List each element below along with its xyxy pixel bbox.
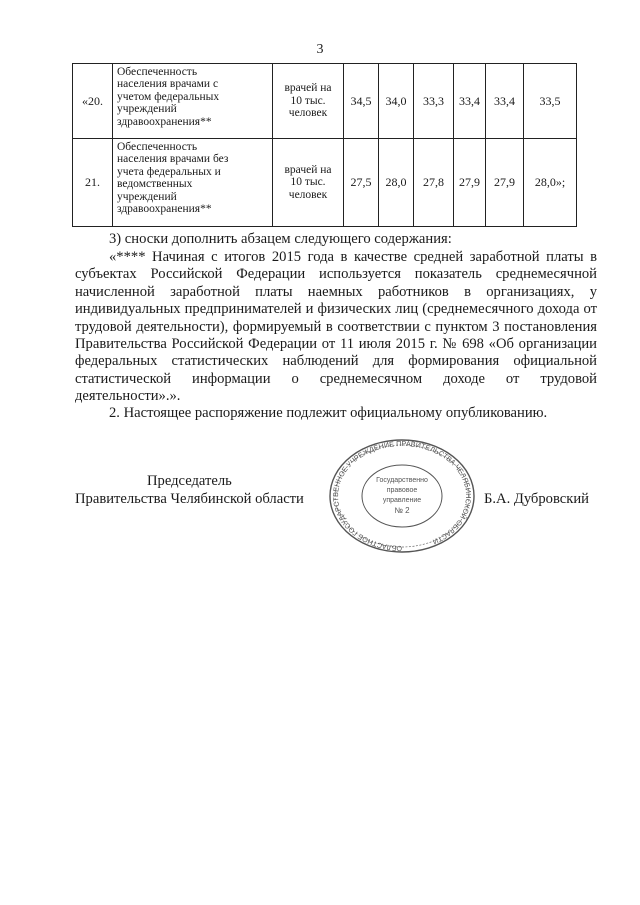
value-cell: 27,5 <box>344 139 379 227</box>
stamp-inner-line: № 2 <box>394 506 410 515</box>
indicators-table <box>72 63 577 227</box>
unit-line: 10 тыс. <box>290 176 326 189</box>
unit-line: человек <box>288 188 328 201</box>
value-cell: 33,3 <box>414 64 454 139</box>
value-cell: 34,0 <box>379 64 414 139</box>
value-cell: 28,0»; <box>524 139 577 227</box>
indicator-name-line: Обеспеченность <box>117 141 198 153</box>
indicator-name-line: населения врачами без <box>117 153 229 166</box>
indicator-name-line: учета федеральных и <box>117 165 221 178</box>
value-cell: 33,5 <box>524 64 577 139</box>
indicator-name-line: учетом федеральных <box>117 90 220 103</box>
value-cell: 34,5 <box>344 64 379 139</box>
indicator-name-line: здравоохранения** <box>117 115 212 128</box>
footnote-intro-paragraph: 3) сноски дополнить абзацем следующего содержания: <box>109 231 452 247</box>
row-number: 21. <box>73 139 113 227</box>
unit-cell <box>273 139 344 227</box>
unit-cell <box>273 64 344 139</box>
publication-paragraph: 2. Настоящее распоряжение подлежит официальному опубликованию. <box>109 405 548 421</box>
value-cell: 27,9 <box>486 139 524 227</box>
signature-name: Б.А. Дубровский <box>484 491 589 507</box>
signature-title-line1: Председатель <box>147 473 232 489</box>
signature-title-line2: Правительства Челябинской области <box>75 491 304 507</box>
unit-line: врачей на <box>284 82 332 95</box>
unit-line: врачей на <box>284 163 332 176</box>
stamp-outer-text: ОБЛАСТНОЕ ГОСУДАРСТВЕННОЕ УЧРЕЖДЕНИЕ ПРАВИТЕЛЬСТВА ЧЕЛЯБИНСКОЙ ОБЛАСТИ <box>330 438 474 554</box>
table-row <box>73 139 577 227</box>
page-number: 3 <box>316 42 324 57</box>
row-number: «20. <box>73 64 113 139</box>
official-stamp <box>328 438 476 556</box>
indicator-name-line: населения врачами с <box>117 78 219 91</box>
unit-line: человек <box>288 107 328 120</box>
unit-line: 10 тыс. <box>290 94 326 107</box>
value-cell: 33,4 <box>486 64 524 139</box>
table-row <box>73 64 577 139</box>
indicator-name-line: учреждений <box>117 190 177 203</box>
indicator-name <box>113 64 273 139</box>
stamp-inner-line: правовое <box>386 487 418 494</box>
indicator-name-line: здравоохранения** <box>117 203 212 216</box>
value-cell: 27,9 <box>454 139 486 227</box>
value-cell: 27,8 <box>414 139 454 227</box>
value-cell: 33,4 <box>454 64 486 139</box>
stamp-inner-line: Государственно <box>376 477 428 484</box>
indicator-name-line: учреждений <box>117 103 177 116</box>
stamp-inner-line: управление <box>382 497 422 504</box>
indicator-name-line: ведомственных <box>117 178 193 191</box>
value-cell: 28,0 <box>379 139 414 227</box>
footnote-text-paragraph: «**** Начиная с итогов 2015 года в качестве средней заработной платы в субъектах Российской Федерации используется показатель среднемесячной начисленной заработной платы наемных работников в организациях, у индивидуальных предпринимателей и физических лиц (среднемесячного дохода от трудовой деятельности), формируемый в соответствии с пунктом 3 постановления Правительства Российской Федерации от 11 июля 2015 г. № 698 «Об организации федеральных статистических наблюдений для формирования официальной статистической информации о среднемесячном доходе от трудовой деятельности».». <box>75 249 597 405</box>
indicator-name <box>113 139 273 227</box>
indicator-name-line: Обеспеченность <box>117 66 198 78</box>
